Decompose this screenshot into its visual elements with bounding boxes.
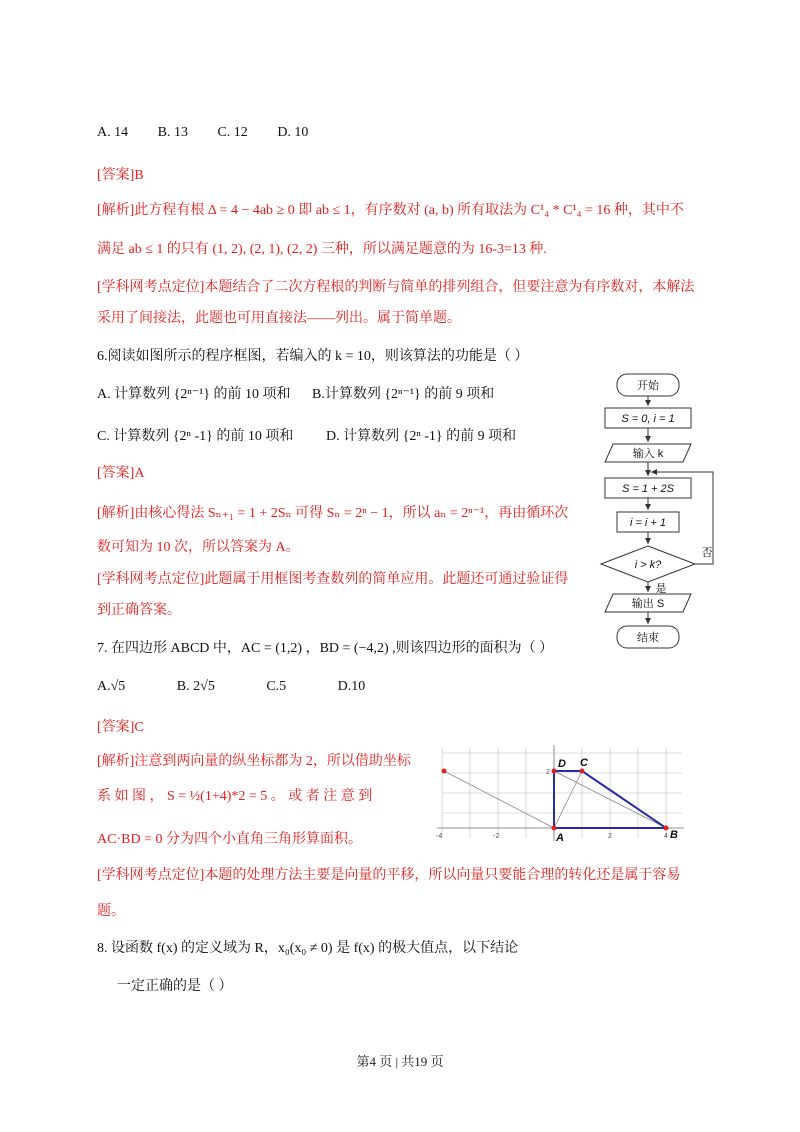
q7-option-d: D.10 bbox=[337, 679, 366, 694]
tick-neg4: -4 bbox=[436, 833, 443, 840]
q7-analysis-line2: 系 如 图 ， S = ½(1+4)*2 = 5 。 或 者 注 意 到 bbox=[97, 789, 373, 804]
flow-input-label: 输入 k bbox=[632, 448, 664, 460]
q7-answer: [答案]C bbox=[97, 720, 144, 735]
q6-option-d: D. 计算数列 {2ⁿ -1} 的前 9 项和 bbox=[326, 429, 517, 444]
q7-point-line1: [学科网考点定位]本题的处理方法主要是向量的平移，所以向量只要能合理的转化还是属于容易 bbox=[97, 868, 681, 883]
q7-analysis-line1: [解析]注意到两向量的纵坐标都为 2，所以借助坐标 bbox=[97, 754, 411, 769]
q7-analysis-line3: AC·BD = 0 分为四个小直角三角形算面积。 bbox=[97, 832, 362, 847]
q5-options bbox=[97, 125, 308, 141]
flow-yes-label: 是 bbox=[655, 583, 667, 595]
label-c: C bbox=[580, 757, 588, 769]
point-a bbox=[552, 826, 557, 831]
q5-point-line1: [学科网考点定位]本题结合了二次方程根的判断与简单的排列组合，但要注意为有序数对，本解法 bbox=[97, 280, 695, 295]
flow-output-label: 输出 S bbox=[631, 598, 665, 610]
q6-stem: 6.阅读如图所示的程序框图，若编入的 k = 10，则该算法的功能是（ ） bbox=[97, 349, 529, 364]
q7-options bbox=[97, 679, 365, 695]
q6-point-line2: 到正确答案。 bbox=[97, 603, 181, 618]
q8-stem-line2: 一定正确的是（ ） bbox=[117, 979, 233, 994]
tick-4: 4 bbox=[664, 833, 668, 840]
flow-update-s-label: S = 1 + 2S bbox=[622, 483, 674, 495]
q5-point-line2: 采用了间接法，此题也可用直接法——列出。属于简单题。 bbox=[97, 311, 461, 326]
q5-analysis-line2: 满足 ab ≤ 1 的只有 (1, 2), (2, 1), (2, 2) 三种，所以满足题意的为 16-3=13 种. bbox=[97, 242, 547, 257]
q5-option-a: A. 14 bbox=[97, 125, 129, 140]
q8-stem: 8. 设函数 f(x) 的定义域为 R，x₀(x₀ ≠ 0) 是 f(x) 的极大值点，以下结论 bbox=[97, 941, 519, 956]
point-c bbox=[580, 769, 585, 774]
tick-y2: 2 bbox=[546, 769, 550, 776]
label-b: B bbox=[670, 829, 678, 841]
q7-coordinate-graph bbox=[432, 743, 690, 845]
flow-update-i-label: i = i + 1 bbox=[629, 517, 667, 529]
program-flowchart bbox=[595, 368, 730, 652]
label-a: A bbox=[556, 832, 564, 844]
q7-option-a: A.√5 bbox=[97, 679, 126, 694]
tick-neg2: -2 bbox=[493, 833, 500, 840]
q5-option-b: B. 13 bbox=[157, 125, 188, 140]
flow-no-label: 否 bbox=[701, 547, 713, 559]
flow-condition-label: i > k? bbox=[634, 559, 662, 571]
diagonal-ac bbox=[554, 771, 582, 828]
point-b bbox=[664, 826, 669, 831]
q7-option-c: C.5 bbox=[266, 679, 287, 694]
tick-2: 2 bbox=[608, 833, 612, 840]
q7-stem: 7. 在四边形 ABCD 中，AC = (1,2) ，BD = (−4,2) ,则该四边形的面积为（ ） bbox=[97, 641, 554, 656]
q5-analysis-line1: [解析]此方程有根 Δ = 4 − 4ab ≥ 0 即 ab ≤ 1，有序数对 (a, b) 所有取法为 C¹₄ * C¹₄ = 16 种，其中不 bbox=[97, 203, 684, 218]
flow-init-label: S = 0, i = 1 bbox=[621, 413, 675, 425]
vector-bd bbox=[444, 771, 554, 828]
point-d bbox=[552, 769, 557, 774]
q6-option-c: C. 计算数列 {2ⁿ -1} 的前 10 项和 bbox=[97, 429, 294, 444]
flow-start-label: 开始 bbox=[637, 380, 659, 392]
flow-end-label: 结束 bbox=[637, 632, 659, 644]
q5-option-c: C. 12 bbox=[217, 125, 248, 140]
q6-option-a: A. 计算数列 {2ⁿ⁻¹} 的前 10 项和 bbox=[97, 387, 291, 402]
q7-point-line2: 题。 bbox=[97, 904, 125, 919]
page-footer: 第4 页 | 共19 页 bbox=[356, 1054, 444, 1069]
q6-option-b: B.计算数列 {2ⁿ⁻¹} 的前 9 项和 bbox=[312, 387, 495, 402]
q6-answer: [答案]A bbox=[97, 466, 145, 481]
point-left bbox=[442, 769, 447, 774]
q7-option-b: B. 2√5 bbox=[176, 679, 215, 694]
label-d: D bbox=[558, 758, 566, 770]
q6-analysis-line1: [解析]由核心得法 Sₙ₊₁ = 1 + 2Sₙ 可得 Sₙ = 2ⁿ − 1，所以 aₙ = 2ⁿ⁻¹，再由循环次 bbox=[97, 506, 569, 521]
q5-answer: [答案]B bbox=[97, 168, 144, 183]
q6-analysis-line2: 数可知为 10 次，所以答案为 A。 bbox=[97, 540, 300, 555]
q6-point-line1: [学科网考点定位]此题属于用框图考查数列的简单应用。此题还可通过验证得 bbox=[97, 572, 569, 587]
q5-option-d: D. 10 bbox=[277, 125, 309, 140]
